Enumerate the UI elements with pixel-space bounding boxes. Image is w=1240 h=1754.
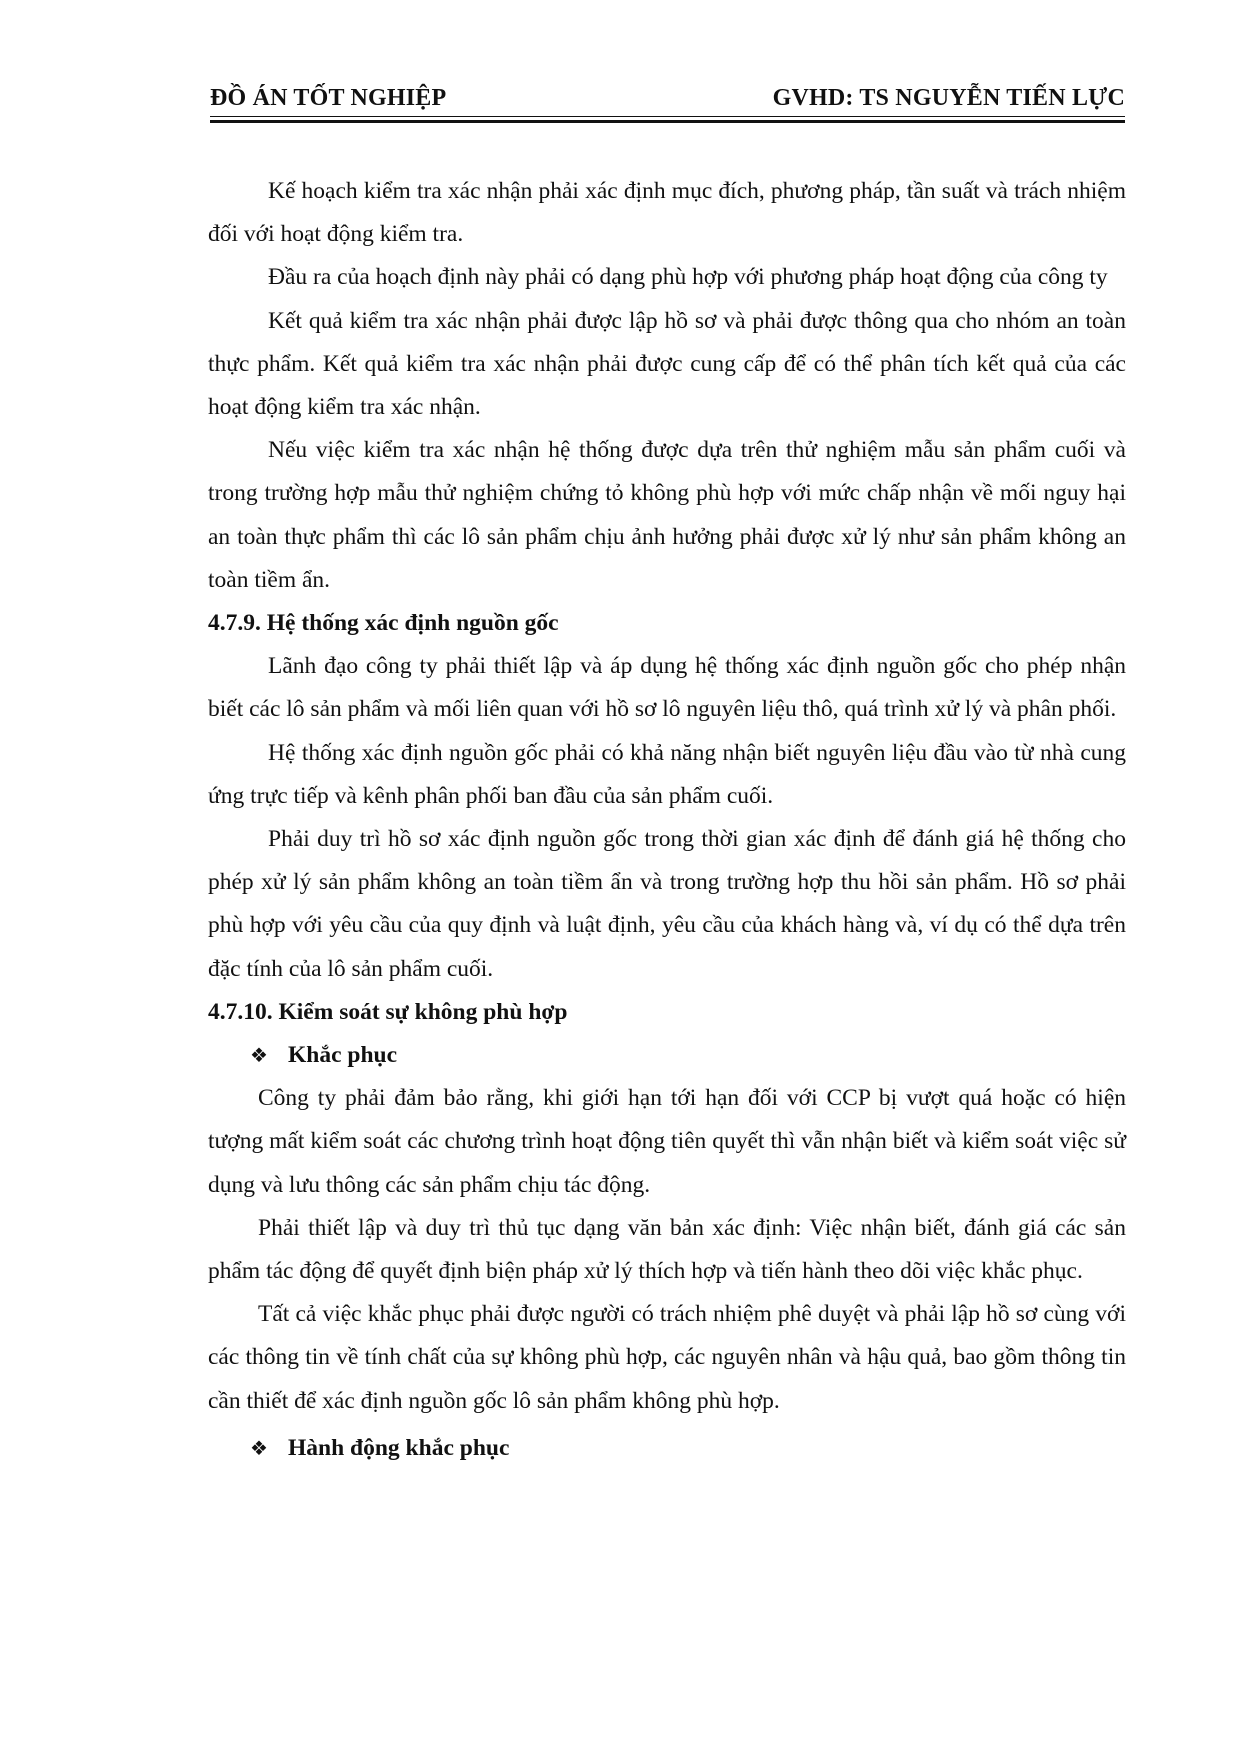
bullet-heading: [208, 1427, 1126, 1470]
header-left-title: ĐỒ ÁN TỐT NGHIỆP: [210, 85, 447, 111]
bullet-heading-text: Khắc phục: [288, 1042, 398, 1069]
diamond-bullet-icon: ❖: [250, 1435, 268, 1460]
page-body: [208, 170, 1126, 1470]
header-right-title: GVHD: TS NGUYỄN TIẾN LỰC: [772, 85, 1125, 111]
paragraph: Phải thiết lập và duy trì thủ tục dạng văn bản xác định: Việc nhận biết, đánh giá các sản phẩm tác động để quyết định biện pháp xử lý thích hợp và tiến hành theo dõi việc khắc phục.: [208, 1214, 1126, 1285]
paragraph: Lãnh đạo công ty phải thiết lập và áp dụng hệ thống xác định nguồn gốc cho phép nhận biết các lô sản phẩm và mối liên quan với hồ sơ lô nguyên liệu thô, quá trình xử lý và phân phối.: [208, 653, 1126, 723]
paragraph: Hệ thống xác định nguồn gốc phải có khả năng nhận biết nguyên liệu đầu vào từ nhà cung ứng trực tiếp và kênh phân phối ban đầu của sản phẩm cuối.: [208, 739, 1126, 809]
diamond-bullet-icon: ❖: [250, 1043, 268, 1068]
header-rule-thick: [210, 120, 1125, 123]
paragraph: Đầu ra của hoạch định này phải có dạng phù hợp với phương pháp hoạt động của công ty: [268, 264, 1108, 291]
paragraph: Nếu việc kiểm tra xác nhận hệ thống được dựa trên thử nghiệm mẫu sản phẩm cuối và trong trường hợp mẫu thử nghiệm chứng tỏ không phù hợp với mức chấp nhận về mối nguy hại an toàn thực phẩm thì các lô sản phẩm chịu ảnh hưởng phải được xử lý như sản phẩm không an toàn tiềm ẩn.: [208, 437, 1126, 593]
bullet-heading-text: Hành động khắc phục: [288, 1434, 510, 1461]
header-rule-thin: [210, 116, 1125, 117]
paragraph: Công ty phải đảm bảo rằng, khi giới hạn tới hạn đối với CCP bị vượt quá hoặc có hiện tượng mất kiểm soát các chương trình hoạt động tiên quyết thì vẫn nhận biết và kiểm soát việc sử dụng và lưu thông các sản phẩm chịu tác động.: [208, 1085, 1126, 1198]
bullet-heading: [208, 1034, 1126, 1077]
paragraph: Kế hoạch kiểm tra xác nhận phải xác định mục đích, phương pháp, tần suất và trách nhiệm đối với hoạt động kiểm tra.: [208, 178, 1126, 248]
page-header: [210, 72, 1125, 112]
paragraph: Phải duy trì hồ sơ xác định nguồn gốc trong thời gian xác định để đánh giá hệ thống cho phép xử lý sản phẩm không an toàn tiềm ẩn và trong trường hợp thu hồi sản phẩm. Hồ sơ phải phù hợp với yêu cầu của quy định và luật định, yêu cầu của khách hàng và, ví dụ có thể dựa trên đặc tính của lô sản phẩm cuối.: [208, 826, 1126, 982]
paragraph: Kết quả kiểm tra xác nhận phải được lập hồ sơ và phải được thông qua cho nhóm an toàn thực phẩm. Kết quả kiểm tra xác nhận phải được cung cấp để có thể phân tích kết quả của các hoạt động kiểm tra xác nhận.: [208, 307, 1126, 421]
section-heading: 4.7.10. Kiểm soát sự không phù hợp: [208, 998, 568, 1025]
section-heading: 4.7.9. Hệ thống xác định nguồn gốc: [208, 610, 559, 637]
paragraph: Tất cả việc khắc phục phải được người có trách nhiệm phê duyệt và phải lập hồ sơ cùng với các thông tin về tính chất của sự không phù hợp, các nguyên nhân và hậu quả, bao gồm thông tin cần thiết để xác định nguồn gốc lô sản phẩm không phù hợp.: [208, 1301, 1126, 1414]
